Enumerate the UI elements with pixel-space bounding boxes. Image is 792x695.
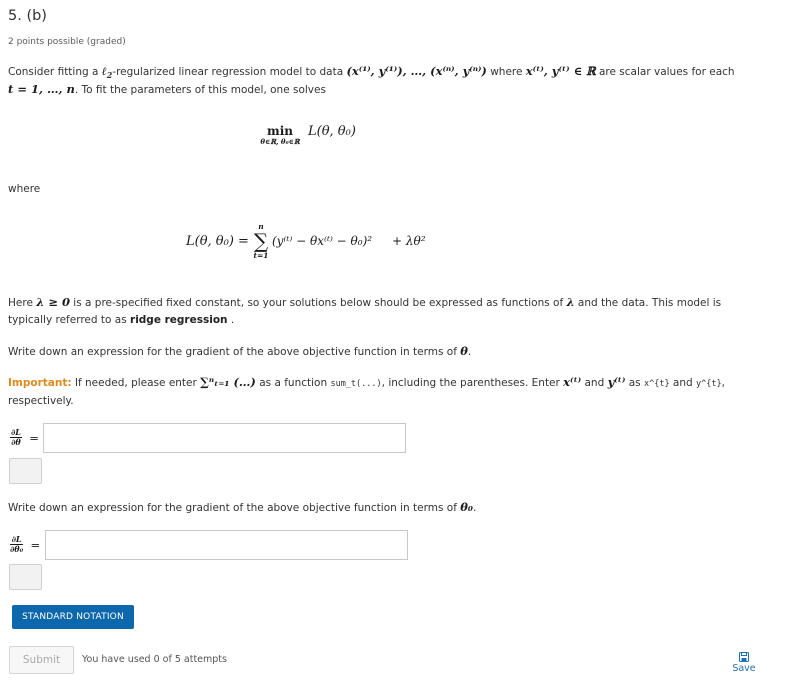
dL-dtheta0-label: $\frac{\partial L}{\text{∂θ₀}}$ = bbox=[10, 534, 41, 554]
standard-notation-button[interactable]: STANDARD NOTATION bbox=[12, 605, 134, 629]
attempts-counter: You have used 0 of 5 attempts bbox=[82, 654, 227, 665]
ridge-regression-term: ridge regression bbox=[130, 314, 228, 326]
gradient-theta0-input[interactable] bbox=[45, 530, 408, 560]
intro-paragraph: Consider fitting a ℓ$_2$-regularized linear regression model to data (x⁽¹⁾, y⁽¹⁾), …, (x⁽ⁿ⁾, y⁽ⁿ⁾) where x⁽ᵗ⁾, y⁽ᵗ⁾ ∈ ℝ are scalar values for each t = 1, …, n. To fit the parameters of this model, one solves bbox=[8, 64, 735, 96]
l2-symbol: ℓ bbox=[101, 64, 107, 78]
important-label: Important: bbox=[8, 377, 72, 389]
loss-term: (y⁽ᵗ⁾ − θx⁽ᵗ⁾ − θ₀)² bbox=[272, 234, 373, 248]
dL-dtheta-label: $\frac{\partial L}{\partial\theta}$ = bbox=[11, 427, 39, 447]
loss-function bbox=[186, 222, 486, 272]
problem-title: 5. (b) bbox=[8, 8, 47, 24]
save-button[interactable] bbox=[732, 652, 756, 674]
xy-in-R: x⁽ᵗ⁾, y⁽ᵗ⁾ ∈ ℝ bbox=[525, 64, 596, 78]
regularization-term: + λθ² bbox=[392, 234, 426, 248]
lambda-paragraph: Here λ ≥ 0 is a pre-specified fixed constant, so your solutions below should be expressed as functions of λ and the data. This model is typically referred to as ridge regression . bbox=[8, 295, 722, 326]
status-indicator-theta0 bbox=[9, 564, 42, 590]
points-possible: 2 points possible (graded) bbox=[8, 37, 126, 47]
sum-lower: t=1 bbox=[253, 251, 269, 260]
loss-lhs: L(θ, θ₀) = bbox=[186, 234, 249, 249]
status-indicator-theta bbox=[9, 458, 42, 484]
save-icon bbox=[739, 652, 749, 662]
sum-t-code: sum_t(...) bbox=[330, 379, 382, 389]
min-operator: min bbox=[267, 124, 293, 138]
sum-symbol: ∑ bbox=[253, 229, 269, 253]
question-theta0: Write down an expression for the gradient of the above objective function in terms of θ₀. bbox=[8, 500, 477, 514]
data-tuple: (x⁽¹⁾, y⁽¹⁾), …, (x⁽ⁿ⁾, y⁽ⁿ⁾) bbox=[346, 64, 487, 78]
objective-L: L(θ, θ₀) bbox=[308, 124, 356, 139]
important-note: Important: If needed, please enter ∑ⁿₜ₌₁ (…) as a function sum_t(...), including the parentheses. Enter x⁽ᵗ⁾ and y⁽ᵗ⁾ as x^{t} and y^{t}, respectively. bbox=[8, 375, 725, 407]
sum-upper: n bbox=[258, 222, 264, 231]
gradient-theta-input[interactable] bbox=[43, 423, 406, 453]
question-theta: Write down an expression for the gradient of the above objective function in terms of θ. bbox=[8, 344, 472, 358]
min-subscript: θ∈ℝ, θ₀∈ℝ bbox=[260, 137, 300, 146]
save-label: Save bbox=[732, 663, 756, 674]
t-range: t = 1, …, n bbox=[8, 82, 75, 96]
where-label: where bbox=[8, 183, 41, 195]
submit-button[interactable]: Submit bbox=[9, 646, 74, 674]
